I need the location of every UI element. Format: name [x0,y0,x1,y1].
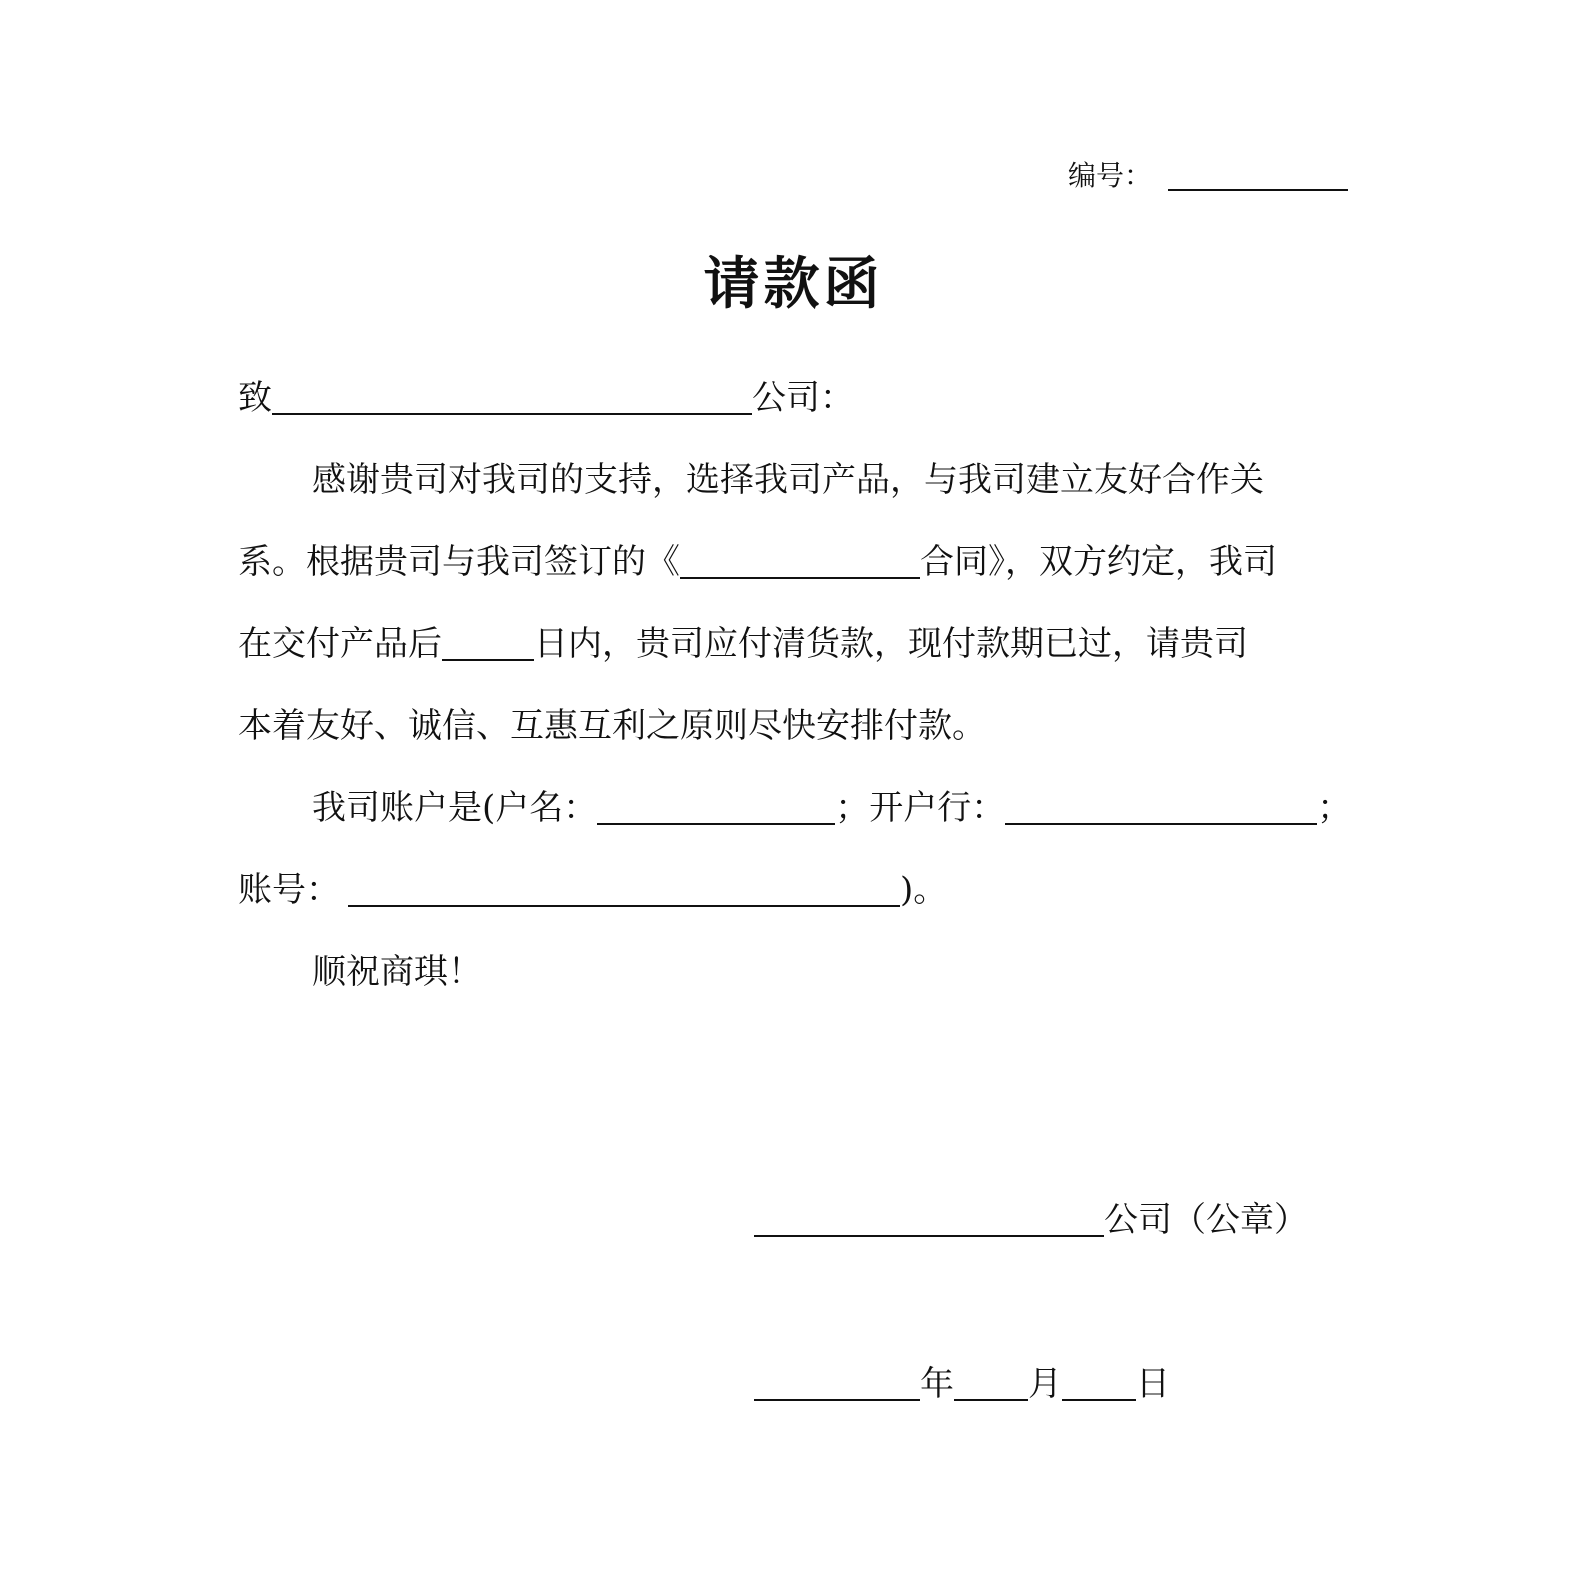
signature-date-row [754,1362,1170,1406]
paragraph1-line3-end: 日内，贵司应付清货款，现付款期已过，请贵司 [534,624,1248,664]
year-label: 年 [920,1364,954,1404]
account-number-blank [348,875,900,907]
paragraph1-line2 [238,540,1277,584]
paragraph1-line2-start: 系。根据贵司与我司签订的《 [238,542,680,582]
contract-name-blank [680,547,920,579]
bank-label: ；开户行： [835,788,1006,828]
month-label: 月 [1028,1364,1062,1404]
paragraph1-line3-start: 在交付产品后 [238,624,442,664]
days-blank [442,629,534,661]
account-name-blank [597,793,835,825]
salutation-row [238,376,854,420]
document-number-blank [1168,159,1348,191]
account-intro: 我司账户是(户名： [312,788,598,828]
month-blank [954,1369,1028,1401]
document-number-row [1068,154,1348,198]
recipient-company-blank [272,383,752,415]
paragraph2-line2 [238,868,947,912]
signature-company-row [754,1198,1308,1242]
year-blank [754,1369,920,1401]
paragraph1-line3 [238,622,1248,666]
closing-text: 顺祝商琪！ [312,952,482,992]
letter-title: 请款函 [703,252,884,317]
salutation-suffix: 公司： [752,378,854,418]
salutation-prefix: 致 [238,378,272,418]
day-blank [1062,1369,1136,1401]
paragraph1-line1: 感谢贵司对我司的支持，选择我司产品，与我司建立友好合作关 [312,460,1264,500]
account-number-label: 账号： [238,870,340,910]
signature-company-blank [754,1205,1104,1237]
paragraph2-line1 [312,786,1351,830]
paragraph1-line2-end: 合同》，双方约定，我司 [920,542,1277,582]
bank-name-blank [1005,793,1317,825]
document-number-label: 编号： [1068,159,1153,192]
paragraph2-line1-end: ； [1317,788,1352,828]
paragraph1-line4: 本着友好、诚信、互惠互利之原则尽快安排付款。 [238,706,986,746]
company-seal-label: 公司（公章） [1104,1200,1308,1240]
day-label: 日 [1136,1364,1170,1404]
paragraph2-line2-end: )。 [900,870,948,910]
